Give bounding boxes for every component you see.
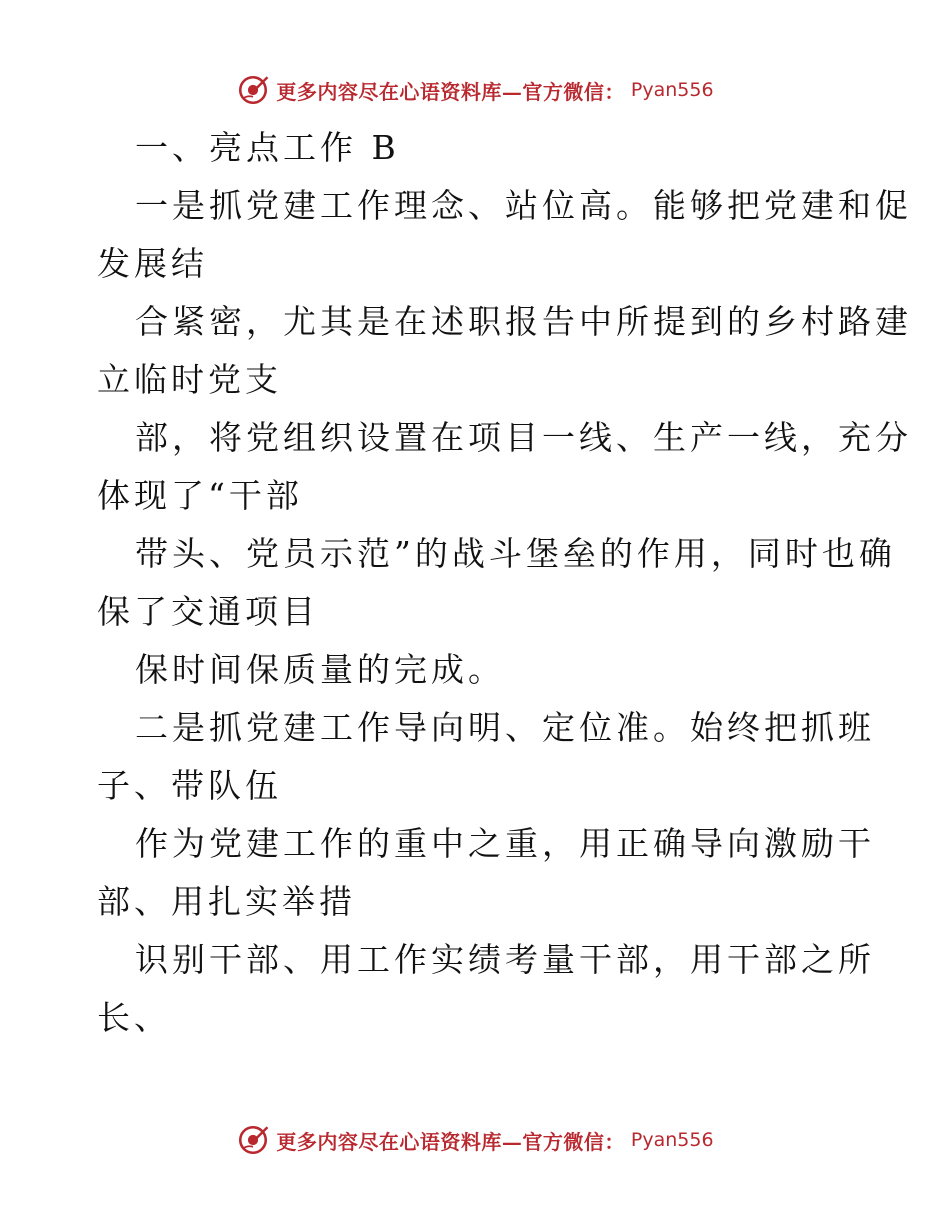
text-line: 体现了“干部 [97, 476, 303, 515]
text-line: 部、用扎实举措 [97, 882, 356, 921]
text-line: 一是抓党建工作理念、站位高。能够把党建和促 [135, 186, 912, 225]
text-line: 发展结 [97, 244, 208, 283]
text-line: 保了交通项目 [97, 592, 319, 631]
footer-banner [0, 1120, 950, 1160]
text-line: 识别干部、用工作实绩考量干部，用干部之所 [135, 940, 875, 979]
text-line: 长、 [97, 998, 171, 1037]
text-line: 二是抓党建工作导向明、定位准。始终把抓班 [135, 708, 875, 747]
text-line: 子、带队伍 [97, 766, 282, 805]
text-line: 合紧密，尤其是在述职报告中所提到的乡村路建 [135, 302, 912, 341]
header-banner-text: 更多内容尽在心语资料库—官方微信： [276, 79, 625, 104]
header-banner [0, 70, 950, 110]
document-body [97, 119, 912, 1047]
text-line: 部，将党组织设置在项目一线、生产一线，充分 [135, 418, 912, 457]
text-line: 立临时党支 [97, 360, 282, 399]
footer-banner-contact: Pyan556 [630, 1129, 714, 1151]
pen-nib-logo-icon [236, 1123, 270, 1157]
pen-nib-logo-icon [236, 73, 270, 107]
text-line: 作为党建工作的重中之重，用正确导向激励干 [135, 824, 875, 863]
text-line: 保时间保质量的完成。 [135, 650, 505, 689]
header-banner-contact: Pyan556 [630, 79, 714, 101]
footer-banner-text: 更多内容尽在心语资料库—官方微信： [276, 1129, 625, 1154]
text-line: 带头、党员示范”的战斗堡垒的作用，同时也确 [135, 534, 896, 573]
heading-line: 一、亮点工作 B [135, 128, 400, 167]
